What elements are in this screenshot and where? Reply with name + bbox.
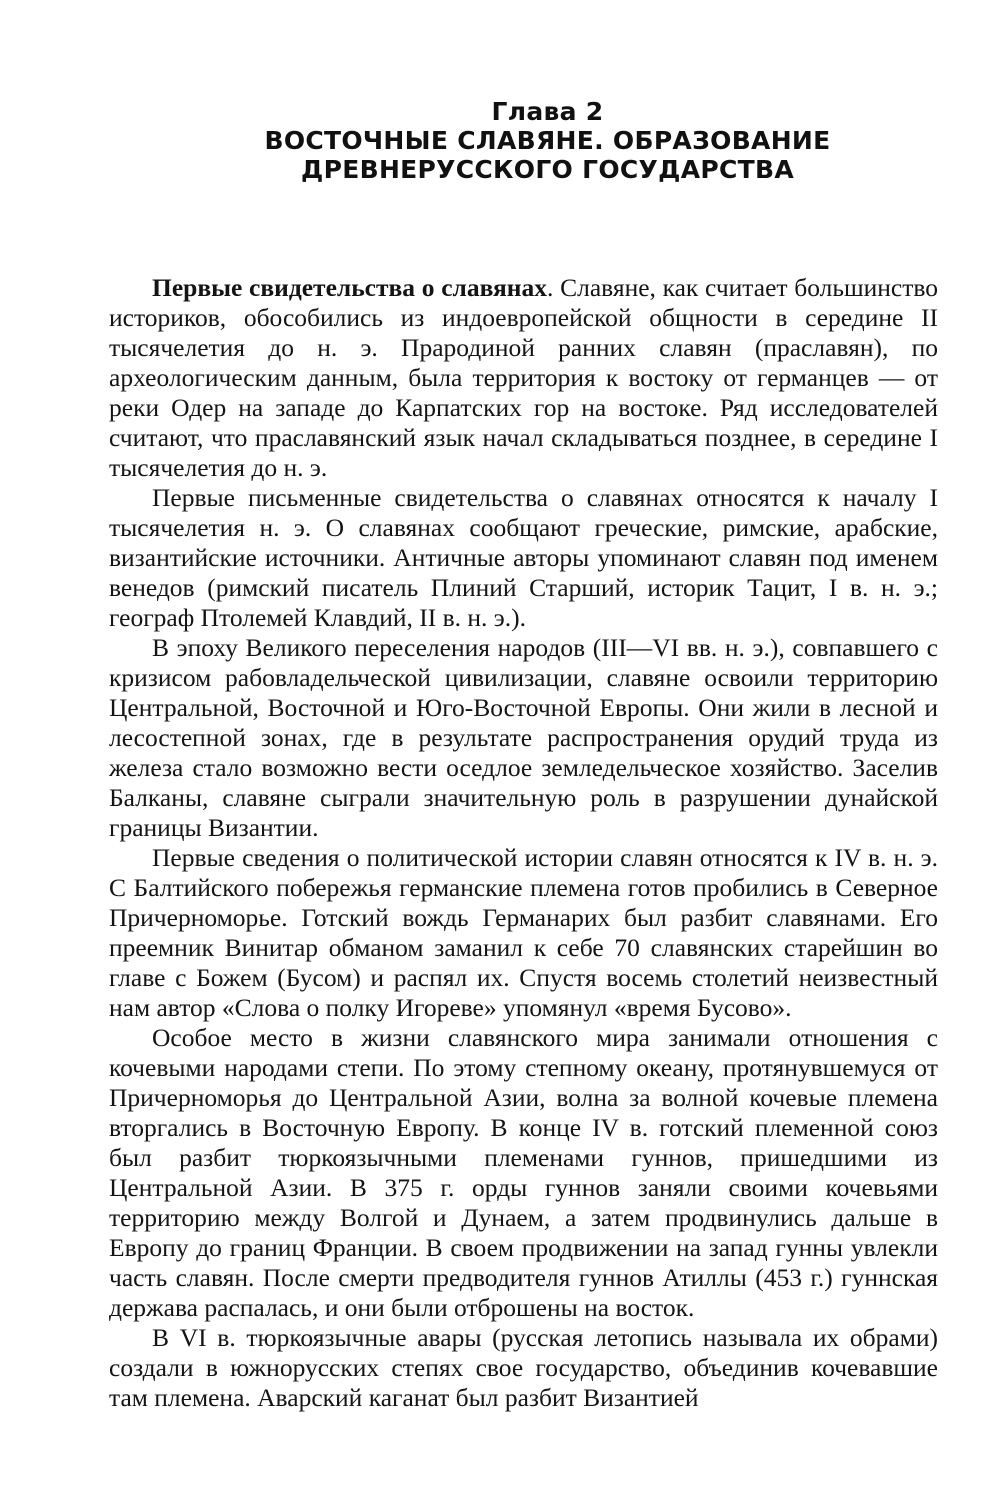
paragraph-2: Первые письменные свидетельства о славянах относятся к началу I тысячелетия н. э. О славянах сообщают греческие, римские, арабские, византийские источники. Античные авторы упоминают славян под именем венедов (римский писатель Плиний Старший, историк Тацит, I в. н. э.; географ Птолемей Клавдий, II в. н. э.). bbox=[109, 483, 938, 632]
chapter-number: Глава 2 bbox=[491, 97, 604, 126]
paragraph-3: В эпоху Великого переселения народов (III—VI вв. н. э.), совпавшего с кризисом рабовладельческой цивилизации, славяне освоили территорию Центральной, Восточной и Юго-Восточной Европы. Они жили в лесной и лесостепной зонах, где в результате распространения орудий труда из железа стало возможно вести оседлое земледельческое хозяйство. Заселив Балканы, славяне сыграли значительную роль в разрушении дунайской границы Византии. bbox=[109, 633, 938, 842]
chapter-header bbox=[0, 97, 1000, 184]
chapter-title-line-1: ВОСТОЧНЫЕ СЛАВЯНЕ. ОБРАЗОВАНИЕ bbox=[264, 126, 831, 155]
section-heading: Первые свидетельства о славянах bbox=[152, 273, 547, 302]
paragraph-4: Первые сведения о политической истории славян относятся к IV в. н. э. С Балтийского побережья германские племена готов пробились в Северное Причерноморье. Готский вождь Германарих был разбит славянами. Его преемник Винитар обманом заманил к себе 70 славянских старейшин во главе с Божем (Бусом) и распял их. Спустя восемь столетий неизвестный нам автор «Слова о полку Игореве» упомянул «время Бусово». bbox=[109, 843, 938, 1022]
paragraph-1 bbox=[109, 273, 938, 483]
chapter-title-line-2: ДРЕВНЕРУССКОГО ГОСУДАРСТВА bbox=[301, 155, 794, 184]
paragraph-6: В VI в. тюркоязычные авары (русская летопись называла их обрами) создали в южнорусских степях свое государство, объединив кочевавшие там племена. Аварский каганат был разбит Византией bbox=[109, 1323, 938, 1412]
paragraph-5: Особое место в жизни славянского мира занимали отношения с кочевыми народами степи. По этому степному океану, протянувшемуся от Причерноморья до Центральной Азии, волна за волной кочевые племена вторгались в Восточную Европу. В конце IV в. готский племенной союз был разбит тюркоязычными племенами гуннов, пришедшими из Центральной Азии. В 375 г. орды гуннов заняли своими кочевьями территорию между Волгой и Дунаем, а затем продвинулись дальше в Европу до границ Франции. В своем продвижении на запад гунны увлекли часть славян. После смерти предводителя гуннов Атиллы (453 г.) гуннская держава распалась, и они были отброшены на восток. bbox=[109, 1023, 938, 1322]
paragraph-1-text: . Славяне, как считает большинство историков, обособились из индоевропейской общности в середине II тысячелетия до н. э. Прародиной ранних славян (праславян), по археологическим данным, была территория к востоку от германцев — от реки Одер на западе до Карпатских гор на востоке. Ряд исследователей считают, что праславянский язык начал складываться позднее, в середине I тысячелетия до н. э. bbox=[109, 273, 938, 482]
body-text bbox=[109, 273, 938, 1413]
